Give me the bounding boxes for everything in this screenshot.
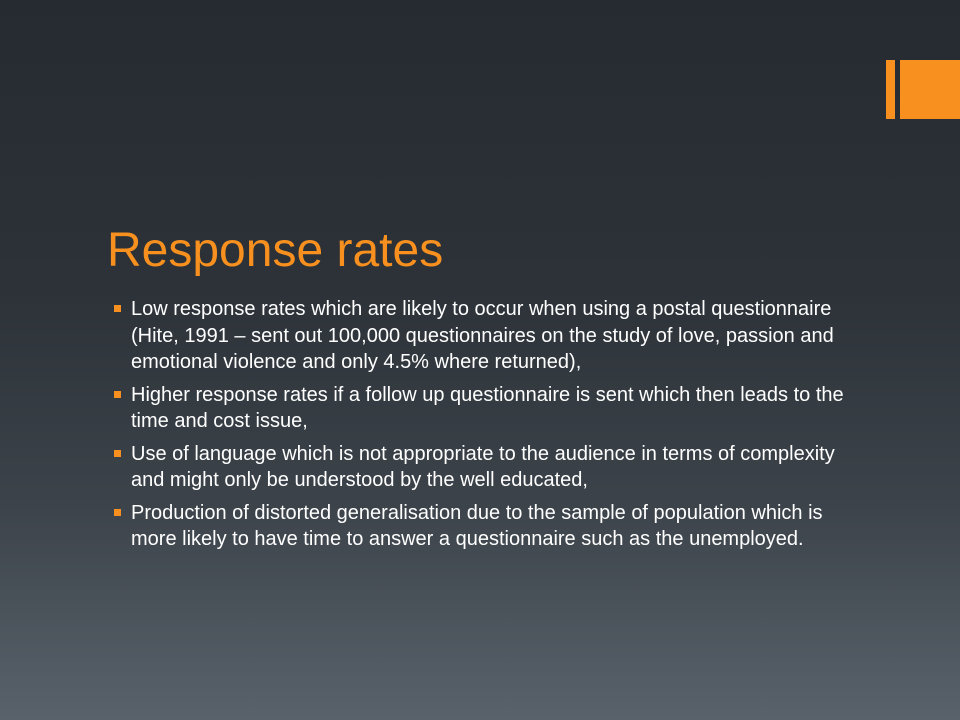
accent-bar-thin: [886, 60, 895, 119]
square-bullet-icon: [114, 305, 121, 312]
bullet-item: [108, 500, 848, 553]
bullet-item: [108, 382, 848, 435]
bullet-text: Use of language which is not appropriate to the audience in terms of complexity and might only be understood by the well educated,: [131, 442, 835, 491]
square-bullet-icon: [114, 391, 121, 398]
bullet-text: Higher response rates if a follow up questionnaire is sent which then leads to the time and cost issue,: [131, 383, 844, 432]
bullet-text: Production of distorted generalisation due to the sample of population which is more likely to have time to answer a questionnaire such as the unemployed.: [131, 501, 823, 550]
accent-bar-thick: [900, 60, 960, 119]
square-bullet-icon: [114, 509, 121, 516]
square-bullet-icon: [114, 450, 121, 457]
bullet-list: [108, 296, 848, 559]
bullet-item: [108, 296, 848, 376]
bullet-text: Low response rates which are likely to occur when using a postal questionnaire (Hite, 1991 – sent out 100,000 questionnaires on the study of love, passion and emotional violence and only 4.5% where returned),: [131, 298, 834, 373]
slide-title: Response rates: [107, 224, 444, 277]
bullet-item: [108, 441, 848, 494]
